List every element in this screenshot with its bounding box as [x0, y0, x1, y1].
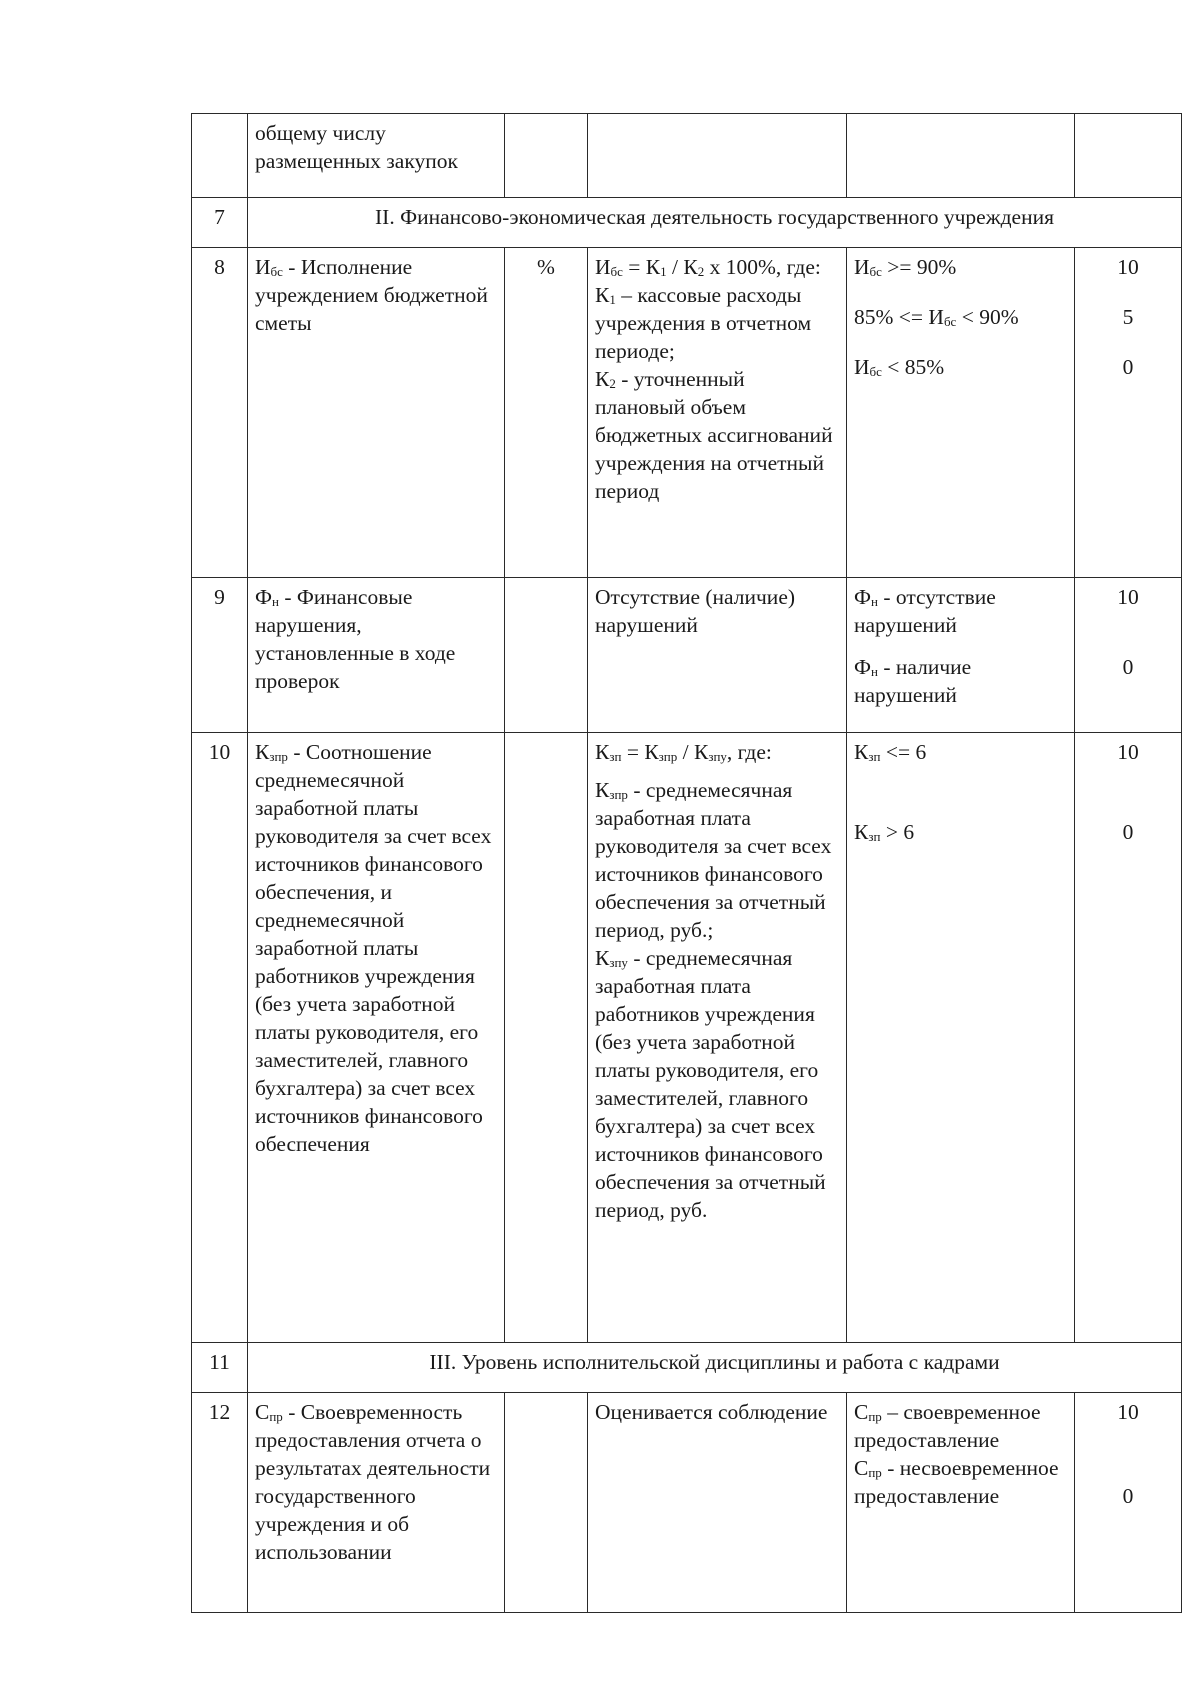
formula-subscript: 1 — [660, 264, 667, 279]
indicator-cell: общему числу размещенных закупок — [248, 114, 505, 198]
points-cell — [1075, 578, 1182, 733]
formula-cell — [588, 733, 847, 1343]
indicator-symbol: И — [255, 255, 271, 279]
criterion-subscript: пр — [868, 1465, 882, 1480]
criterion-subscript: бс — [869, 264, 882, 279]
indicator-text: - Своевременность предоставления отчета о результатах деятельности государственного учреждения и об использовании — [255, 1400, 491, 1564]
criterion-part: - отсутствие нарушений — [854, 585, 996, 637]
formula-part: К — [595, 367, 610, 391]
indicator-text: - Исполнение учреждением бюджетной сметы — [255, 255, 488, 335]
criterion-2 — [854, 303, 1067, 331]
points-cell — [1075, 1393, 1182, 1613]
formula-part: , где: — [726, 740, 772, 764]
indicator-subscript: зпр — [269, 749, 288, 764]
formula-cell — [588, 114, 847, 198]
formula-subscript: зп — [609, 749, 622, 764]
section-heading: III. Уровень исполнительской дисциплины и работа с кадрами — [248, 1343, 1182, 1393]
formula-part: - среднемесячная заработная плата руководителя за счет всех источников финансового обеспечения за отчетный период, руб.; — [595, 778, 832, 942]
formula-subscript: зпу — [708, 749, 727, 764]
formula-part: – кассовые расходы учреждения в отчетном периоде; — [595, 283, 812, 363]
unit-cell: % — [505, 248, 588, 578]
criterion-1 — [854, 583, 1067, 639]
indicator-text: - Финансовые нарушения, установленные в ходе проверок — [255, 585, 456, 693]
unit-cell — [505, 578, 588, 733]
points-cell — [1075, 733, 1182, 1343]
formula-part: / К — [666, 255, 698, 279]
points-value: 10 — [1117, 740, 1139, 764]
indicator-symbol: С — [255, 1400, 270, 1424]
formula-part: = К — [622, 255, 661, 279]
formula-part: К — [595, 946, 610, 970]
formula-subscript: зпу — [609, 955, 628, 970]
row-number-cell: 12 — [192, 1393, 248, 1613]
criterion-part: 85% <= И — [854, 305, 944, 329]
row-number-cell: 11 — [192, 1343, 248, 1393]
criterion-part: И — [854, 255, 870, 279]
section-row-11 — [192, 1343, 1182, 1393]
criterion-2 — [854, 818, 1067, 846]
criteria-cell — [847, 733, 1075, 1343]
points-value: 0 — [1122, 655, 1134, 679]
points-cell — [1075, 248, 1182, 578]
criterion-subscript: бс — [943, 314, 957, 329]
indicator-subscript: н — [272, 594, 279, 609]
criterion-part: К — [854, 820, 869, 844]
formula-definition-k1 — [595, 281, 839, 365]
criterion-3 — [854, 353, 1067, 381]
row-number-cell: 10 — [192, 733, 248, 1343]
indicator-subscript: пр — [269, 1409, 283, 1424]
row-number-cell: 7 — [192, 198, 248, 248]
indicator-text: - Соотношение среднемесячной заработной платы руководителя за счет всех источников финансового обеспечения, и среднемесячной заработной платы работников учреждения (без учета заработной платы руководителя, его заместителей, главного бухгалтера) за счет всех источников финансового обеспечения — [255, 740, 492, 1156]
formula-cell: Оценивается соблюдение — [588, 1393, 847, 1613]
section-row-7 — [192, 198, 1182, 248]
formula-definition-kzpu — [595, 944, 839, 1224]
formula-part: - уточненный плановый объем бюджетных ассигнований учреждения на отчетный период — [595, 367, 833, 503]
table-row-10 — [192, 733, 1182, 1343]
row-number-cell — [192, 114, 248, 198]
points-value: 5 — [1122, 305, 1134, 329]
criterion-part: < 85% — [881, 355, 945, 379]
criteria-cell — [847, 114, 1075, 198]
formula-part: х 100%, где: — [704, 255, 821, 279]
criterion-subscript: пр — [868, 1409, 882, 1424]
criterion-part: С — [854, 1456, 869, 1480]
criterion-part: Ф — [854, 655, 871, 679]
row-number-cell: 9 — [192, 578, 248, 733]
formula-subscript: зпр — [609, 787, 628, 802]
points-value: 10 — [1117, 1400, 1139, 1424]
criteria-cell — [847, 248, 1075, 578]
indicator-cell — [248, 248, 505, 578]
formula-part: И — [595, 255, 611, 279]
criterion-subscript: н — [871, 594, 878, 609]
formula-part: = К — [621, 740, 659, 764]
points-value: 0 — [1122, 1484, 1134, 1508]
criterion-subscript: зп — [868, 829, 881, 844]
points-value: 10 — [1117, 585, 1139, 609]
formula-part: К — [595, 778, 610, 802]
formula-subscript: зпр — [658, 749, 678, 764]
indicator-cell — [248, 1393, 505, 1613]
criterion-part: Ф — [854, 585, 871, 609]
criterion-subscript: зп — [868, 749, 881, 764]
criterion-part: С — [854, 1400, 869, 1424]
criteria-cell — [847, 1393, 1075, 1613]
criterion-subscript: бс — [869, 364, 882, 379]
section-heading: II. Финансово-экономическая деятельность государственного учреждения — [248, 198, 1182, 248]
formula-cell: Отсутствие (наличие) нарушений — [588, 578, 847, 733]
criterion-part: И — [854, 355, 870, 379]
criterion-2 — [854, 653, 1067, 709]
points-value: 10 — [1117, 255, 1139, 279]
unit-cell — [505, 733, 588, 1343]
criterion-part: <= 6 — [880, 740, 927, 764]
criteria-cell — [847, 578, 1075, 733]
points-cell — [1075, 114, 1182, 198]
formula-part: К — [595, 283, 610, 307]
table-row-9 — [192, 578, 1182, 733]
table-row-8 — [192, 248, 1182, 578]
formula-cell — [588, 248, 847, 578]
table-row-6-continuation — [192, 114, 1182, 198]
indicator-cell — [248, 578, 505, 733]
formula-line — [595, 253, 839, 281]
criterion-part: – своевременное предоставление — [854, 1400, 1041, 1452]
indicator-cell — [248, 733, 505, 1343]
criterion-part: >= 90% — [881, 255, 957, 279]
criterion-2 — [854, 1454, 1067, 1510]
points-value: 0 — [1122, 820, 1134, 844]
indicator-symbol: Ф — [255, 585, 272, 609]
criterion-1 — [854, 738, 1067, 766]
criteria-table — [191, 113, 1182, 1613]
criterion-part: < 90% — [956, 305, 1019, 329]
formula-part: - среднемесячная заработная плата работников учреждения (без учета заработной платы руководителя, его заместителей, главного бухгалтера) за счет всех источников финансового обеспечения за отчетный период, руб. — [595, 946, 826, 1222]
criterion-part: - несвоевременное предоставление — [854, 1456, 1059, 1508]
formula-part: / К — [677, 740, 709, 764]
criterion-1 — [854, 1398, 1067, 1454]
criterion-part: К — [854, 740, 869, 764]
criterion-subscript: н — [871, 664, 878, 679]
formula-line — [595, 738, 839, 766]
unit-cell — [505, 1393, 588, 1613]
table-row-12 — [192, 1393, 1182, 1613]
indicator-symbol: К — [255, 740, 270, 764]
formula-subscript: 2 — [609, 376, 616, 391]
row-number-cell: 8 — [192, 248, 248, 578]
criterion-1 — [854, 253, 1067, 281]
formula-definition-k2 — [595, 365, 839, 505]
formula-subscript: бс — [610, 264, 623, 279]
formula-subscript: 2 — [697, 264, 705, 279]
points-value: 0 — [1122, 355, 1134, 379]
formula-part: К — [595, 740, 610, 764]
formula-subscript: 1 — [609, 292, 616, 307]
formula-definition-kzpr — [595, 776, 839, 944]
indicator-subscript: бс — [270, 264, 283, 279]
criterion-part: > 6 — [880, 820, 915, 844]
unit-cell — [505, 114, 588, 198]
criterion-part: - наличие нарушений — [854, 655, 972, 707]
